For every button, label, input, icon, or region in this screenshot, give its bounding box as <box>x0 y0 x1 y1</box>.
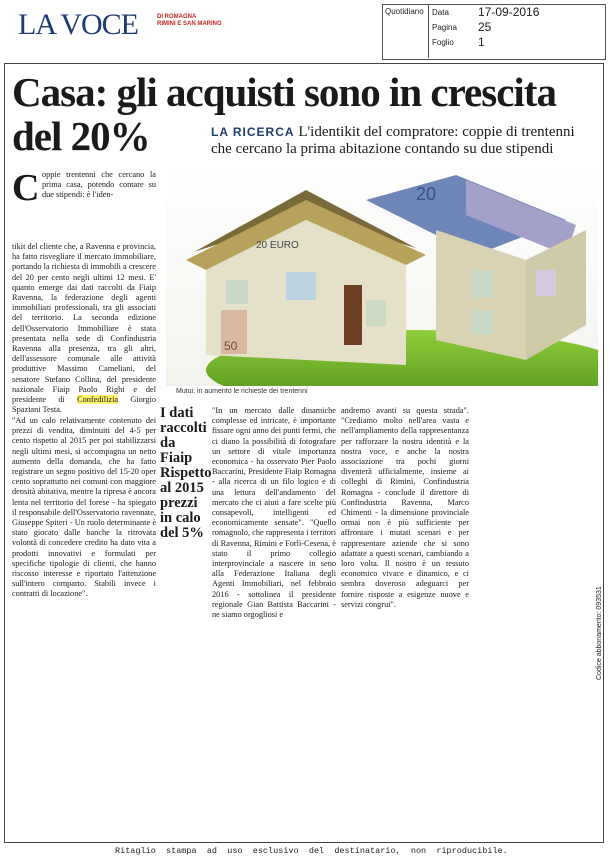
kicker-tag: LA RICERCA <box>211 125 295 139</box>
left-house-window <box>366 300 386 326</box>
body-column-3: andremo avanti su questa strada". "Crediamo molto nell'area vasta e nell'ampliamento della rappresentanza per rafforzare la nostra identità e la nostra voce, e anche la nostra associazione tra pochi giorni diventerà ufficialmente, insieme ai colleghi di Rimini, Confindustria Romagna - conclude il direttore di Confindustria Ravenna, Marco Chimenti - la dimensione provinciale ormai non è più sufficiente per affrontare i mutati scenari e per rappresentare aziende che si sono adattate a questi scenari, cambiando a loro volta. Il nostro è un tessuto economico vivace e dinamico, e ci sembra doveroso adeguarci per fornire risposte a esigenze nuove e servizi congrui". <box>341 406 469 609</box>
right-house-window-2 <box>471 310 493 334</box>
frame-left <box>4 63 5 843</box>
metadata-divider <box>428 4 429 58</box>
page-value: 25 <box>478 20 492 34</box>
date-label: Data <box>432 8 449 17</box>
banknote-20-label: 20 EURO <box>256 240 299 251</box>
right-house-window <box>471 270 493 298</box>
houses-banknotes-photo <box>166 160 598 386</box>
subscription-code: Codice abbonamento: 093531 <box>596 586 603 680</box>
newspaper-logo: LA VOCE <box>18 8 138 41</box>
house-door <box>344 285 362 345</box>
drop-cap: C <box>12 167 40 209</box>
lead-text: oppie trentenni che cercano la prima casa, potendo contare su due stipendi: è l'iden- <box>42 170 156 200</box>
publication-type: Quotidiano <box>385 7 424 16</box>
frame-right <box>603 63 604 843</box>
top-rule <box>4 63 604 64</box>
right-house-window-3 <box>536 270 556 296</box>
sheet-label: Foglio <box>432 38 454 47</box>
body-column-1 <box>12 242 156 415</box>
footer-disclaimer: Ritaglio stampa ad uso esclusivo del destinatario, non riproducibile. <box>115 846 508 856</box>
sheet-value: 1 <box>478 35 485 49</box>
logo-sub-line2: RIMINI E SAN MARINO <box>157 21 222 27</box>
newspaper-logo-subtitle <box>157 14 222 28</box>
pull-quote: I dati raccolti da Fiaip Rispetto al 2015 prezzi in calo del 5% <box>160 405 212 541</box>
banknote-50-digits: 50 <box>224 339 238 353</box>
logo-sub-line1: DI ROMAGNA <box>157 14 197 20</box>
bottom-rule <box>4 842 604 843</box>
left-house-window-2 <box>226 280 248 304</box>
photo-caption: Mutui: in aumento le richieste dei trentenni <box>176 388 308 395</box>
body-column-2: "In un mercato dalle dinamiche complesse ed intricate, è importante fissare ogni anno dei punti fermi, che ci diano la possibilità di fotografare un settore di vitale importanza economica - ha osservato Pier Paolo Baccarini, Presidente Fiaip Romagna - alla ricerca di un filo logico e di una lettura dell'andamento del mercato che ci aiuti a fare scelte più consapevoli, intelligenti ed economicamente sensate". "Quello romagnolo, che rappresenta i territori di Ravenna, Rimini e Forlì-Cesena, è stato il primo collegio interprovinciale a nascere in seno alla Federazione Italiana degli Agenti Immobiliari, nel febbraio 2016 - sottolinea il presidente regionale Gian Battista Baccarini - ne siamo orgogliosi e <box>212 406 336 620</box>
banknote-20-digits: 20 <box>416 184 437 204</box>
body-column-1-continued: "Ad un calo relativamente contenuto dei prezzi di vendita, diminuiti del 4-5 per cento rispetto al 2015 per poi stabilizzarsi negli ultimi mesi, si accompagna un netto aumento della domanda, che ha fatto registrare un segno positivo del 15-20 oper cento soprattutto nei comuni con maggiore densità abitativa, mentre la ripresa è ancora lenta nel territorio del forese - ha spiegato il responsabile dell'Osservatorio ravennate, Giuseppe Spiteri - Un ruolo determinante è stato giocato dalle banche la ritrovata volontà di concedere credito ha dato vita a prodotti innovativi e formulati per specifiche tipologie di clienti, che hanno riscosso interesse e riportato l'attenzione sull'intero comparto. Stabili invece i contratti di locazione". <box>12 416 156 599</box>
kicker-text: L'identikit del compratore: coppie di trentenni che cercano la prima abitazione contando su due stipendi <box>211 124 575 157</box>
col1-text: tikit del cliente che, a Ravenna e provincia, ha fatto risvegliare il mercato immobiliare, portando la richiesta di immobili a crescere del 20 per cento negli ultimi 12 mesi. E' quanto emerge dai dati raccolti da Fiaip Ravenna, la federazione degli agenti immobiliari professionali, tra gli associati del territorio. La seconda edizione dell'Osservatorio Immobiliare è stata presentata nella sede di Confindustria Ravenna alla presenza, tra gli altri, dell'assessore comunale alle attività produttive Massimo Cameliani, del senatore Stefano Collina, del presidente nazionale Fiaip Paolo Righi e del presidente di <box>12 242 156 405</box>
col1-after: Giorgio Spaziani Testa. <box>12 395 157 415</box>
page-label: Pagina <box>432 23 457 32</box>
date-value: 17-09-2016 <box>478 5 540 19</box>
headline-line1: Casa: gli acquisti sono in crescita <box>12 69 556 115</box>
left-house-window-3 <box>286 272 316 300</box>
headline-line2: del 20% <box>12 113 150 159</box>
kicker <box>211 124 595 158</box>
highlighted-term: Confedilizia <box>77 395 119 405</box>
